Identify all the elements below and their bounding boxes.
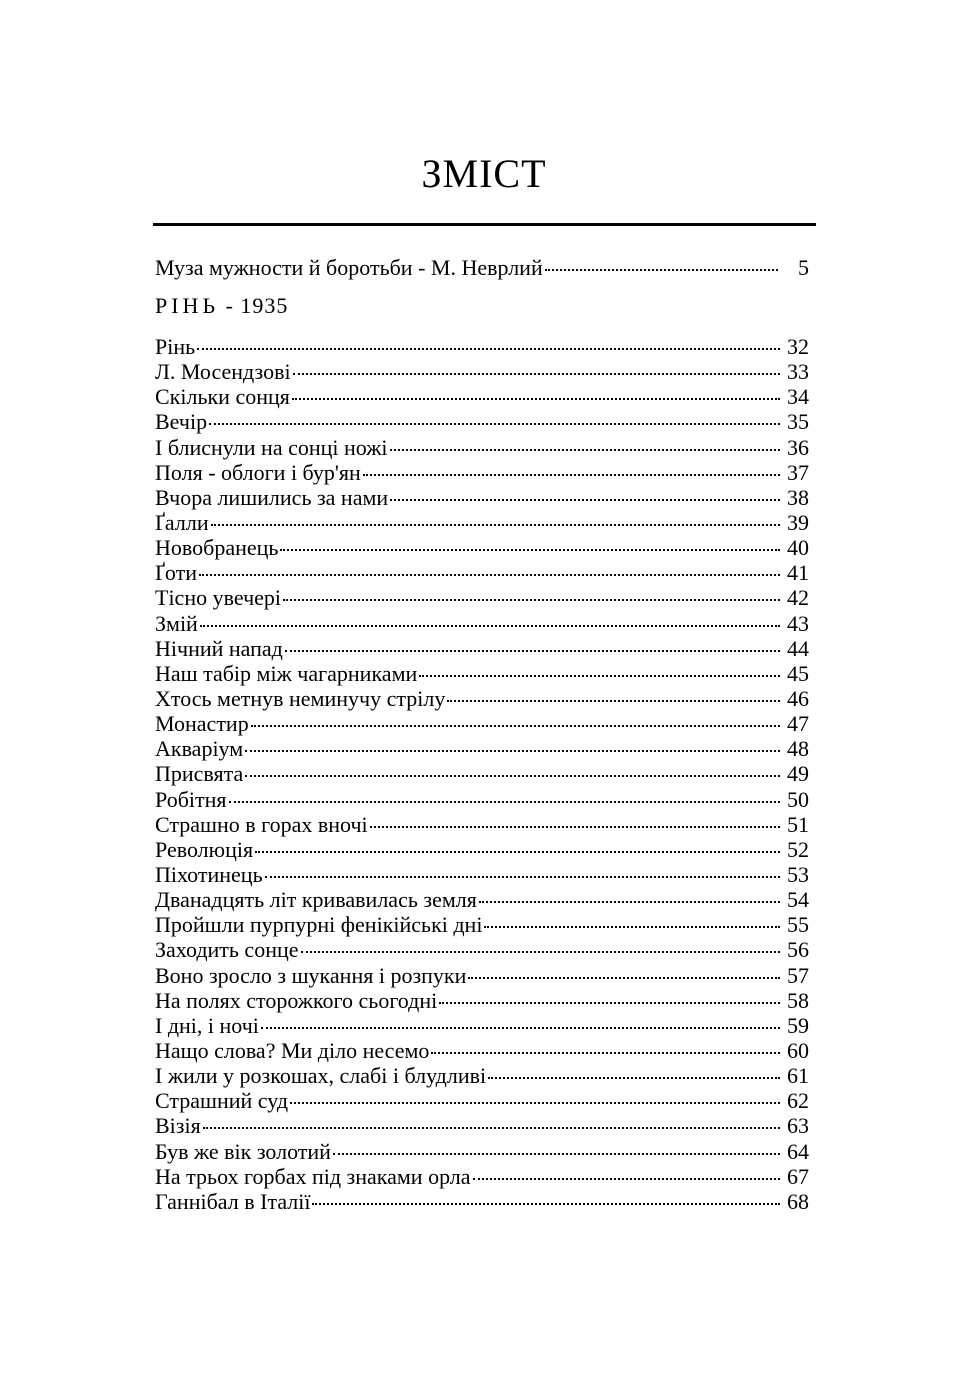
toc-entry-label: Нащо слова? Ми діло несемо: [155, 1037, 430, 1063]
dot-leader: [312, 1203, 780, 1205]
toc-entry[interactable]: [155, 560, 809, 585]
toc-entry[interactable]: [155, 535, 809, 560]
toc-entry[interactable]: [155, 761, 809, 786]
toc-entry-page: 56: [787, 937, 809, 963]
dot-leader: [245, 775, 780, 777]
toc-entry-label: І дні, і ночі: [155, 1012, 259, 1038]
toc-entry-label: Страшний суд: [155, 1088, 289, 1114]
dot-leader: [200, 625, 780, 627]
toc-entry-label: Змій: [155, 610, 198, 636]
toc-entry-page: 38: [787, 484, 809, 510]
dot-leader: [265, 876, 780, 878]
dot-leader: [370, 826, 780, 828]
toc-entry-label: Робітня: [155, 786, 227, 812]
toc-entry-page: 68: [787, 1188, 809, 1214]
toc-entry-page: 61: [787, 1063, 809, 1089]
toc-entry-page: 45: [787, 660, 809, 686]
title-divider: [153, 223, 816, 226]
section-year: - 1935: [225, 293, 289, 318]
dot-leader: [488, 1077, 780, 1079]
toc-entry[interactable]: [155, 435, 809, 460]
dot-leader: [261, 1027, 780, 1029]
toc-entry-label: На полях сторожкого сьогодні: [155, 987, 438, 1013]
toc-entry-label: Дванадцять літ кривавилась земля: [155, 887, 477, 913]
dot-leader: [390, 449, 780, 451]
toc-entry-label: Піхотинець: [155, 861, 263, 887]
toc-entry-label: Був же вік золотий: [155, 1138, 331, 1164]
toc-entry-label: Тісно увечері: [155, 585, 282, 611]
dot-leader: [251, 725, 780, 727]
toc-entry-intro[interactable]: [155, 255, 809, 280]
toc-entry-label: Л. Мосендзові: [155, 359, 291, 385]
dot-leader: [447, 700, 780, 702]
toc-entry-page: 5: [798, 255, 809, 280]
toc-entry[interactable]: [155, 510, 809, 535]
toc-entry-label: Новобранець: [155, 535, 279, 561]
dot-leader: [283, 599, 780, 601]
dot-leader: [203, 1127, 780, 1129]
toc-entry[interactable]: [155, 912, 809, 937]
toc-entry[interactable]: [155, 787, 809, 812]
toc-entry-page: 60: [787, 1037, 809, 1063]
toc-entry-label: На трьох горбах під знаками орла: [155, 1163, 471, 1189]
toc-entry-page: 55: [787, 912, 809, 938]
toc-entry-label: Нічний напад: [155, 635, 283, 661]
toc-entry[interactable]: [155, 988, 809, 1013]
toc-entry-page: 32: [787, 334, 809, 359]
page-title: ЗМІСТ: [421, 151, 547, 196]
toc-entry-label: Монастир: [155, 711, 249, 737]
toc-entry-page: 57: [787, 962, 809, 988]
dot-leader: [473, 1178, 780, 1180]
toc-entry-page: 44: [787, 635, 809, 661]
dot-leader: [197, 348, 780, 350]
section-heading: [155, 292, 288, 320]
toc-entry-label: Революція: [155, 836, 254, 862]
toc-entry[interactable]: [155, 359, 809, 384]
toc-entry-label: Вчора лишились за нами: [155, 484, 389, 510]
toc-entry[interactable]: [155, 384, 809, 409]
toc-entry-label: Наш табір між чагарниками: [155, 660, 418, 686]
toc-entry-label: Ґоти: [155, 560, 198, 586]
dot-leader: [439, 1002, 780, 1004]
toc-entry[interactable]: [155, 1038, 809, 1063]
dot-leader: [280, 549, 780, 551]
toc-entry-label: І жили у розкошах, слабі і блудливі: [155, 1063, 487, 1089]
toc-entry[interactable]: [155, 937, 809, 962]
toc-entry-label: Пройшли пурпурні фенікійські дні: [155, 912, 483, 938]
toc-entry[interactable]: [155, 661, 809, 686]
dot-leader: [484, 926, 780, 928]
toc-entry[interactable]: [155, 636, 809, 661]
dot-leader: [363, 474, 780, 476]
toc-entry-label: Ганнібал в Італії: [155, 1188, 311, 1214]
toc-entry-label: Воно зросло з шукання і розпуки: [155, 962, 467, 988]
toc-entry[interactable]: [155, 585, 809, 610]
toc-entry-page: 42: [787, 585, 809, 611]
toc-entry[interactable]: [155, 711, 809, 736]
dot-leader: [292, 398, 780, 400]
dot-leader: [293, 373, 780, 375]
toc-entry-page: 35: [787, 409, 809, 435]
toc-entry-label: Ґалли: [155, 509, 209, 535]
toc-entry-page: 53: [787, 861, 809, 887]
dot-leader: [199, 574, 780, 576]
toc-entry-label: Поля - облоги і бур'ян: [155, 459, 361, 485]
dot-leader: [285, 650, 780, 652]
toc-entry-label: Акваріум: [155, 736, 244, 762]
toc-entry-page: 52: [787, 836, 809, 862]
dot-leader: [229, 801, 781, 803]
toc-entry-page: 41: [787, 560, 809, 586]
dot-leader: [431, 1052, 780, 1054]
toc-entry[interactable]: [155, 963, 809, 988]
dot-leader: [255, 851, 780, 853]
toc-entry-page: 59: [787, 1012, 809, 1038]
toc-entry-page: 48: [787, 736, 809, 762]
toc-entry-label: І блиснули на сонці ножі: [155, 434, 388, 460]
toc-entry-page: 37: [787, 459, 809, 485]
toc-entry-list: [155, 334, 809, 1214]
dot-leader: [419, 675, 780, 677]
dot-leader: [209, 423, 780, 425]
dot-leader: [245, 750, 780, 752]
toc-entry[interactable]: [155, 736, 809, 761]
toc-entry-page: 64: [787, 1138, 809, 1164]
toc-entry-label: Муза мужности й боротьби - М. Неврлий: [155, 255, 543, 280]
toc-entry[interactable]: [155, 812, 809, 837]
toc-entry-page: 58: [787, 987, 809, 1013]
toc-entry[interactable]: [155, 862, 809, 887]
dot-leader: [333, 1153, 780, 1155]
toc-entry[interactable]: [155, 686, 809, 711]
dot-leader: [211, 524, 780, 526]
toc-entry[interactable]: [155, 1088, 809, 1113]
toc-entry-page: 62: [787, 1088, 809, 1114]
toc-entry-page: 43: [787, 610, 809, 636]
dot-leader: [390, 499, 780, 501]
toc-entry-page: 54: [787, 887, 809, 913]
toc-entry-label: Страшно в горах вночі: [155, 811, 368, 837]
dot-leader: [479, 901, 780, 903]
toc-entry-label: Заходить сонце: [155, 937, 299, 963]
toc-entry[interactable]: [155, 485, 809, 510]
toc-entry-page: 49: [787, 761, 809, 787]
intro-entry-block: [155, 255, 809, 280]
toc-entry-label: Хтось метнув неминучу стрілу: [155, 685, 446, 711]
toc-entry-page: 63: [787, 1113, 809, 1139]
toc-entry[interactable]: [155, 1113, 809, 1138]
toc-entry-page: 39: [787, 509, 809, 535]
toc-entry-page: 67: [787, 1163, 809, 1189]
toc-entry-page: 50: [787, 786, 809, 812]
toc-entry-label: Присвята: [155, 761, 244, 787]
toc-entry-label: Візія: [155, 1113, 201, 1139]
toc-entry-page: 33: [787, 359, 809, 385]
toc-entry-label: Рінь: [155, 334, 196, 359]
toc-entry-page: 47: [787, 711, 809, 737]
toc-entry[interactable]: [155, 1139, 809, 1164]
toc-entry-page: 36: [787, 434, 809, 460]
toc-entry[interactable]: [155, 1013, 809, 1038]
toc-entry-page: 46: [787, 685, 809, 711]
toc-entry[interactable]: [155, 1164, 809, 1189]
toc-entry-page: 34: [787, 384, 809, 410]
toc-entry-page: 40: [787, 535, 809, 561]
toc-entry[interactable]: [155, 460, 809, 485]
toc-entry-page: 51: [787, 811, 809, 837]
dot-leader: [290, 1102, 780, 1104]
toc-entry[interactable]: [155, 409, 809, 434]
toc-entry-label: Скільки сонця: [155, 384, 290, 410]
toc-entry-label: Вечір: [155, 409, 208, 435]
toc-entry[interactable]: [155, 611, 809, 636]
toc-entry[interactable]: [155, 887, 809, 912]
toc-entry[interactable]: [155, 1063, 809, 1088]
dot-leader: [468, 977, 780, 979]
toc-entry[interactable]: [155, 837, 809, 862]
toc-entry[interactable]: [155, 334, 809, 359]
section-name: РІНЬ: [155, 293, 220, 318]
dot-leader: [545, 269, 778, 271]
toc-entry[interactable]: [155, 1189, 809, 1214]
dot-leader: [301, 951, 780, 953]
